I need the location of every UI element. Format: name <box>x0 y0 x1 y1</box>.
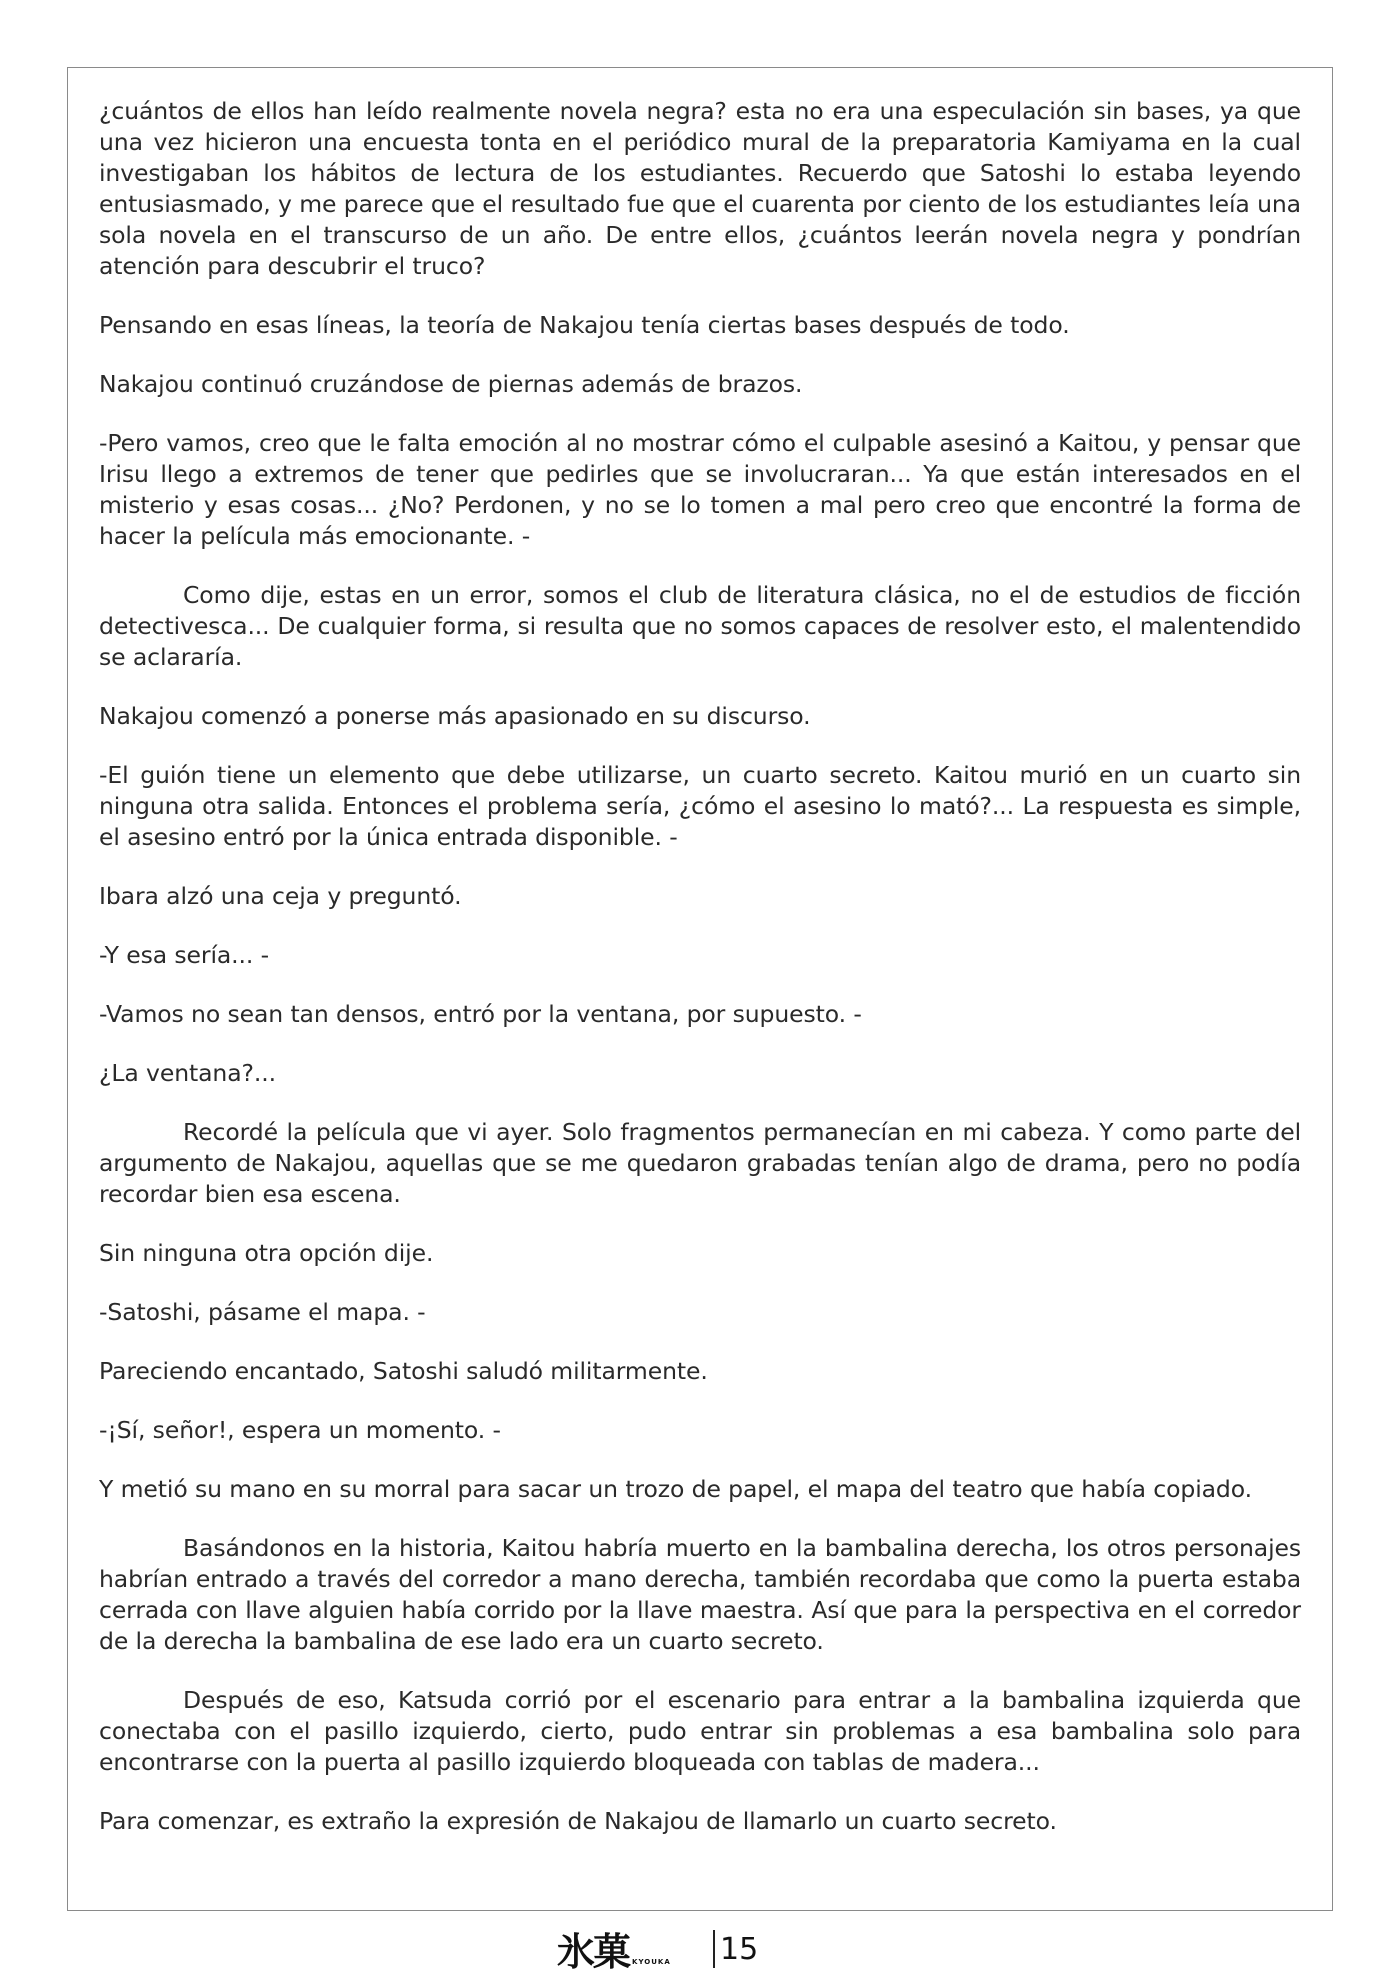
paragraph: -¡Sí, señor!, espera un momento. - <box>99 1416 501 1444</box>
paragraph: Recordé la película que vi ayer. Solo fragmentos permanecían en mi cabeza. Y como parte del argumento de Nakajou, aquellas que se me quedaron grabadas tenían algo de drama, pero no podía recordar bien esa escena. <box>99 1118 1301 1208</box>
paragraph: Pareciendo encantado, Satoshi saludó militarmente. <box>99 1357 708 1385</box>
paragraph: Ibara alzó una ceja y preguntó. <box>99 882 462 910</box>
paragraph: Pensando en esas líneas, la teoría de Nakajou tenía ciertas bases después de todo. <box>99 311 1070 339</box>
paragraph: Nakajou comenzó a ponerse más apasionado en su discurso. <box>99 702 811 730</box>
paragraph: Basándonos en la historia, Kaitou habría muerto en la bambalina derecha, los otros personajes habrían entrado a través del corredor a mano derecha, también recordaba que como la puerta estaba cerrada con llave alguien había corrido por la llave maestra. Así que para la perspectiva en el corredor de la derecha la bambalina de ese lado era un cuarto secreto. <box>99 1534 1301 1655</box>
paragraph: -Satoshi, pásame el mapa. - <box>99 1298 426 1326</box>
paragraph: ¿cuántos de ellos han leído realmente novela negra? esta no era una especulación sin bases, ya que una vez hicieron una encuesta tonta en el periódico mural de la preparatoria Kamiyama en la cual investigaban los hábitos de lectura de los estudiantes. Recuerdo que Satoshi lo estaba leyendo entusiasmado, y me parece que el resultado fue que el cuarenta por ciento de los estudiantes leía una sola novela en el transcurso de un año. De entre ellos, ¿cuántos leerán novela negra y pondrían atención para descubrir el truco? <box>99 97 1301 280</box>
paragraph: -Pero vamos, creo que le falta emoción al no mostrar cómo el culpable asesinó a Kaitou, y pensar que Irisu llego a extremos de tener que pedirles que se involucraran... Ya que están interesados en el misterio y esas cosas... ¿No? Perdonen, y no se lo tomen a mal pero creo que encontré la forma de hacer la película más emocionante. - <box>99 429 1301 550</box>
paragraph: Después de eso, Katsuda corrió por el escenario para entrar a la bambalina izquierda que conectaba con el pasillo izquierdo, cierto, pudo entrar sin problemas a esa bambalina solo para encontrarse con la puerta al pasillo izquierdo bloqueada con tablas de madera... <box>99 1686 1301 1776</box>
page-number: 15 <box>720 1932 759 1967</box>
footer-divider <box>713 1930 715 1968</box>
paragraph: -El guión tiene un elemento que debe utilizarse, un cuarto secreto. Kaitou murió en un cuarto sin ninguna otra salida. Entonces el problema sería, ¿cómo el asesino lo mató?... La respuesta es simple, el asesino entró por la única entrada disponible. - <box>99 761 1301 851</box>
paragraph: Nakajou continuó cruzándose de piernas además de brazos. <box>99 370 803 398</box>
logo-roman: KYOUKA <box>632 1958 671 1966</box>
paragraph: Para comenzar, es extraño la expresión de Nakajou de llamarlo un cuarto secreto. <box>99 1807 1057 1835</box>
paragraph: Sin ninguna otra opción dije. <box>99 1239 434 1267</box>
paragraph: -Y esa sería... - <box>99 941 270 969</box>
paragraph: ¿La ventana?... <box>99 1059 276 1087</box>
paragraph: Y metió su mano en su morral para sacar un trozo de papel, el mapa del teatro que había copiado. <box>99 1475 1252 1503</box>
document-body <box>99 96 1301 1865</box>
logo-kanji: 氷菓 <box>557 1929 630 1974</box>
page-footer <box>0 1924 1400 1974</box>
hyouka-logo <box>557 1928 671 1972</box>
paragraph: -Vamos no sean tan densos, entró por la ventana, por supuesto. - <box>99 1000 862 1028</box>
paragraph: Como dije, estas en un error, somos el club de literatura clásica, no el de estudios de ficción detectivesca... De cualquier forma, si resulta que no somos capaces de resolver esto, el malentendido se aclararía. <box>99 581 1301 671</box>
